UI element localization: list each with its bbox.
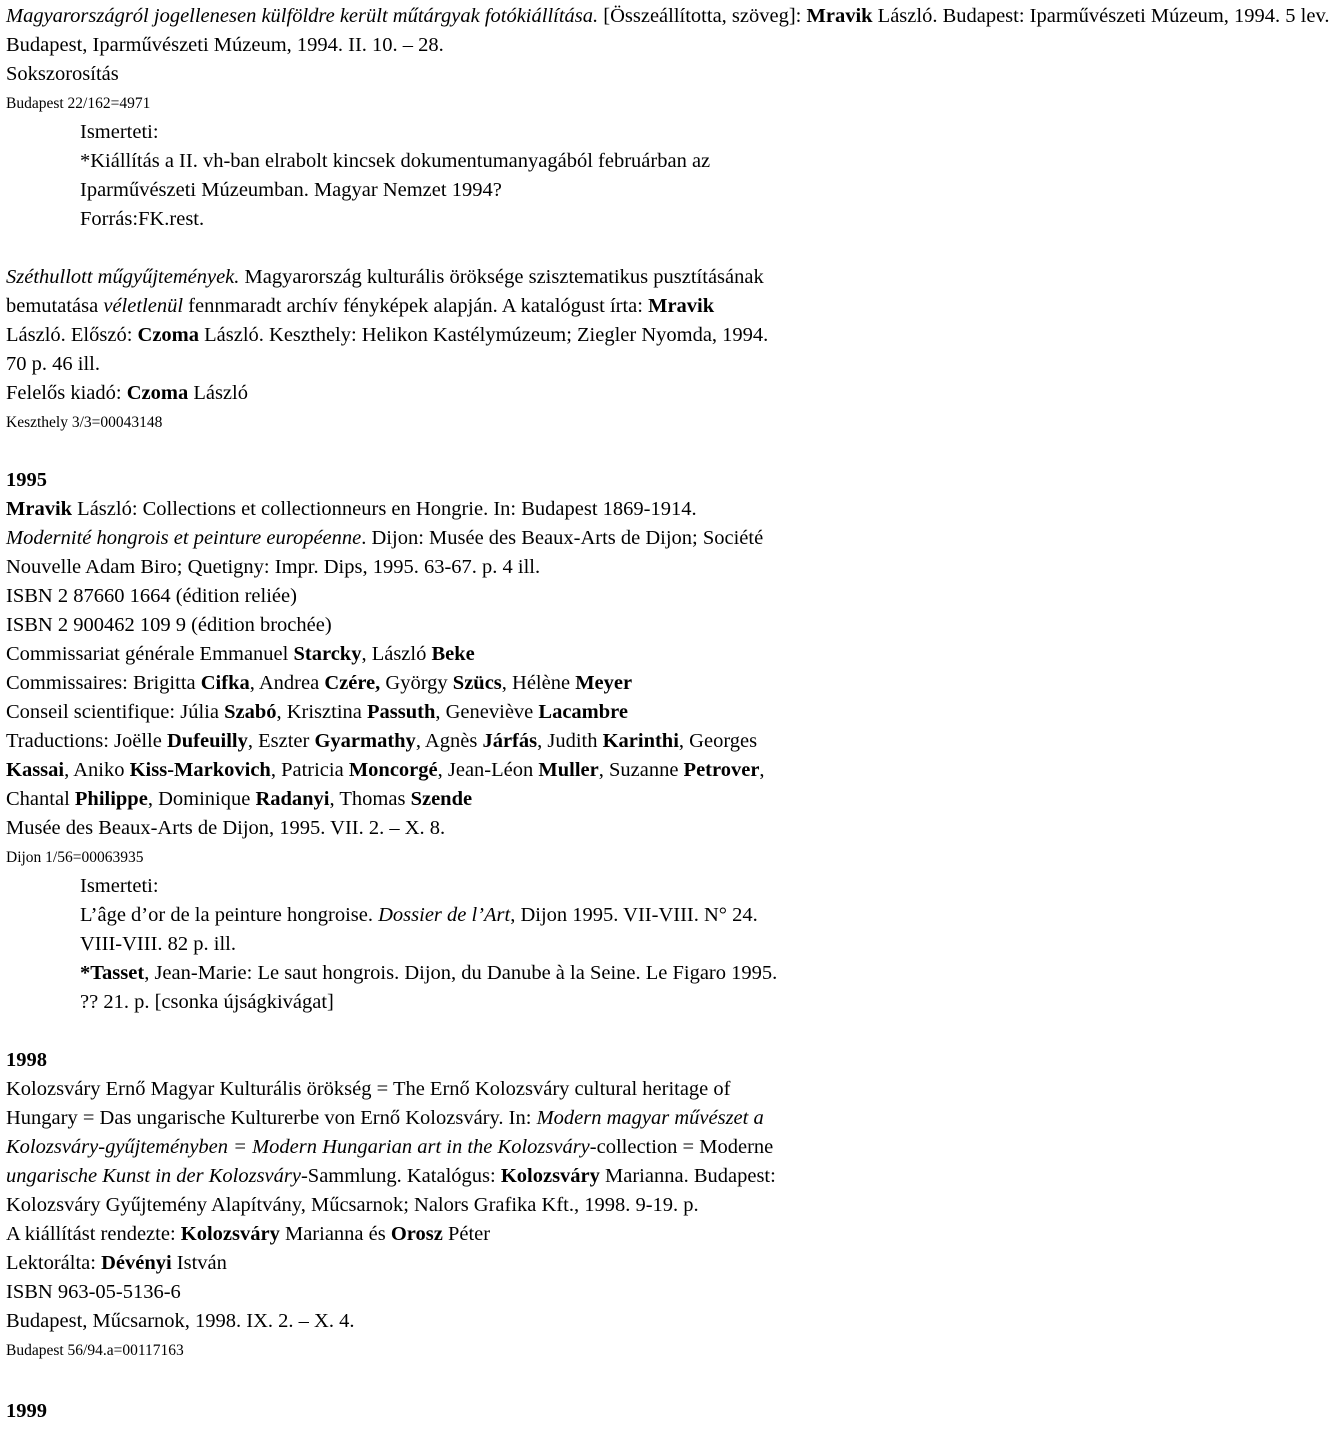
entry-3-line-2: Modernité hongrois et peinture européenne. Dijon: Musée des Beaux-Arts de Dijon; Société	[6, 527, 764, 549]
entry-2-line-5: Felelős kiadó: Czoma László	[6, 382, 248, 404]
author-surname: Mravik	[806, 5, 873, 27]
entry-4-line-5: Kolozsváry Gyűjtemény Alapítvány, Műcsarnok; Nalors Grafika Kft., 1998. 9-19. p.	[6, 1194, 699, 1216]
entry-3-line-6: Commissariat générale Emmanuel Starcky, László Beke	[6, 643, 475, 665]
entry-3-review-line-3: *Tasset, Jean-Marie: Le saut hongrois. Dijon, du Danube à la Seine. Le Figaro 1995.	[80, 962, 778, 984]
entry-4-line-1: Kolozsváry Ernő Magyar Kulturális örökség = The Ernő Kolozsváry cultural heritage of	[6, 1078, 731, 1100]
entry-2-line-1: Széthullott műgyűjtemények. Magyarország kulturális öröksége szisztematikus pusztításának	[6, 266, 764, 288]
year-heading-1995: 1995	[6, 469, 47, 491]
entry-4-line-2: Hungary = Das ungarische Kulturerbe von Ernő Kolozsváry. In: Modern magyar művészet a	[6, 1107, 764, 1129]
entry-2-signature: Keszthely 3/3=00043148	[6, 414, 163, 431]
year-heading-1998: 1998	[6, 1049, 47, 1071]
entry-3-review-line-2: VIII-VIII. 82 p. ill.	[80, 933, 236, 955]
entry-1-title: Magyarországról jogellenesen külföldre került műtárgyak fotókiállítása.	[6, 5, 599, 27]
entry-1-review-line-2: Iparművészeti Múzeumban. Magyar Nemzet 1994?	[80, 179, 502, 201]
entry-3-line-10: Kassai, Aniko Kiss-Markovich, Patricia Moncorgé, Jean-Léon Muller, Suzanne Petrover,	[6, 759, 765, 781]
entry-4-line-3: Kolozsváry-gyűjteményben = Modern Hungarian art in the Kolozsváry-collection = Moderne	[6, 1136, 774, 1158]
entry-3-review-line-1: L’âge d’or de la peinture hongroise. Dossier de l’Art, Dijon 1995. VII-VIII. N° 24.	[80, 904, 758, 926]
entry-4-line-7: Lektorálta: Dévényi István	[6, 1252, 227, 1274]
entry-2-line-3: László. Előszó: Czoma László. Keszthely: Helikon Kastélymúzeum; Ziegler Nyomda, 1994.	[6, 324, 769, 346]
year-heading-1999: 1999	[6, 1400, 47, 1422]
entry-2-title: Széthullott műgyűjtemények.	[6, 266, 240, 288]
entry-1-review-line-1: *Kiállítás a II. vh-ban elrabolt kincsek dokumentumanyagából februárban az	[80, 150, 711, 172]
entry-2-line-4: 70 p. 46 ill.	[6, 353, 100, 375]
entry-1-reviews-label: Ismerteti:	[80, 121, 159, 143]
entry-3-line-3: Nouvelle Adam Biro; Quetigny: Impr. Dips, 1995. 63-67. p. 4 ill.	[6, 556, 541, 578]
entry-1-review-line-3: Forrás:FK.rest.	[80, 208, 205, 230]
entry-3-line-8: Conseil scientifique: Júlia Szabó, Krisztina Passuth, Geneviève Lacambre	[6, 701, 628, 723]
entry-1-line-1: Magyarországról jogellenesen külföldre került műtárgyak fotókiállítása. [Összeállította, szöveg]: Mravik László. Budapest: Iparművészeti Múzeum, 1994. 5 lev.	[6, 5, 1330, 27]
entry-4-isbn: ISBN 963-05-5136-6	[6, 1281, 181, 1303]
entry-1-line-3: Sokszorosítás	[6, 63, 119, 85]
entry-1-signature: Budapest 22/162=4971	[6, 95, 151, 112]
entry-3-line-7: Commissaires: Brigitta Cifka, Andrea Czére, György Szücs, Hélène Meyer	[6, 672, 633, 694]
entry-1-line-2: Budapest, Iparművészeti Múzeum, 1994. II. 10. – 28.	[6, 34, 444, 56]
entry-4-line-4: ungarische Kunst in der Kolozsváry-Sammlung. Katalógus: Kolozsváry Marianna. Budapest:	[6, 1165, 776, 1187]
entry-4-signature: Budapest 56/94.a=00117163	[6, 1342, 184, 1359]
entry-3-isbn-2: ISBN 2 900462 109 9 (édition brochée)	[6, 614, 332, 636]
entry-2-line-2: bemutatása véletlenül fennmaradt archív fényképek alapján. A katalógust írta: Mravik	[6, 295, 715, 317]
entry-3-isbn-1: ISBN 2 87660 1664 (édition reliée)	[6, 585, 297, 607]
entry-3-review-line-4: ?? 21. p. [csonka újságkivágat]	[80, 991, 334, 1013]
entry-4-line-6: A kiállítást rendezte: Kolozsváry Marianna és Orosz Péter	[6, 1223, 491, 1245]
entry-3-line-11: Chantal Philippe, Dominique Radanyi, Thomas Szende	[6, 788, 473, 810]
entry-3-line-9: Traductions: Joëlle Dufeuilly, Eszter Gyarmathy, Agnès Járfás, Judith Karinthi, Georges	[6, 730, 758, 752]
entry-3-line-1: Mravik László: Collections et collectionneurs en Hongrie. In: Budapest 1869-1914.	[6, 498, 697, 520]
entry-4-line-9: Budapest, Műcsarnok, 1998. IX. 2. – X. 4.	[6, 1310, 355, 1332]
entry-3-signature: Dijon 1/56=00063935	[6, 849, 144, 866]
entry-3-line-12: Musée des Beaux-Arts de Dijon, 1995. VII. 2. – X. 8.	[6, 817, 446, 839]
entry-3-reviews-label: Ismerteti:	[80, 875, 159, 897]
